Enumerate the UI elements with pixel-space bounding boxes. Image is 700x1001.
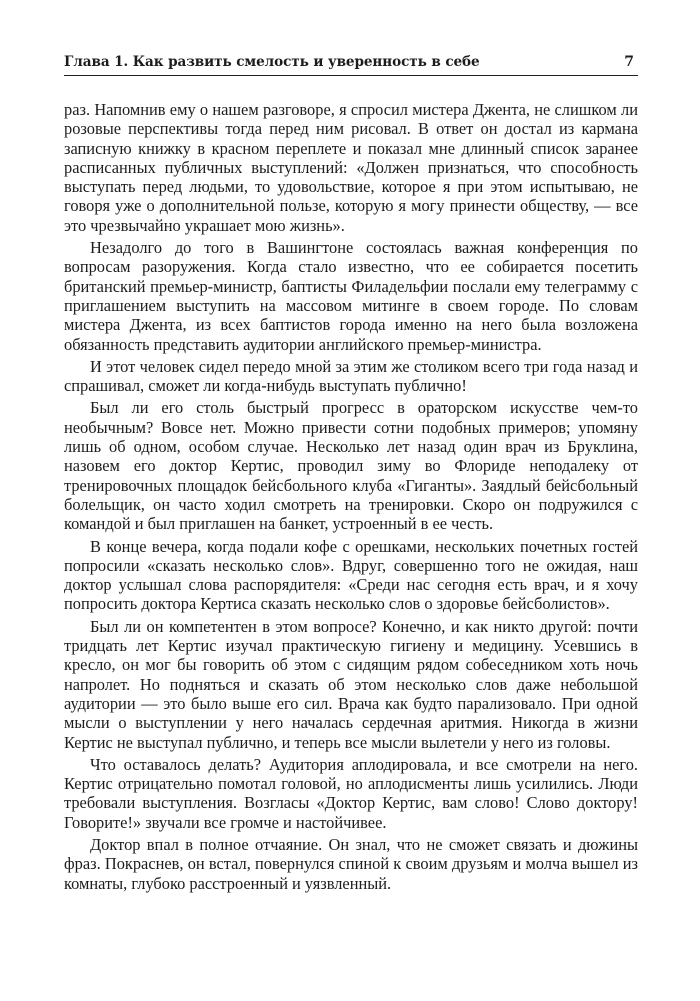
paragraph: И этот человек сидел передо мной за этим же столиком всего три года назад и спрашивал, сможет ли когда-нибудь выступать публично! (64, 356, 638, 396)
paragraph: Был ли его столь быстрый прогресс в ораторском искусстве чем-то необычным? Вовсе нет. Можно привести сотни подобных примеров; упомяну лишь об одном, особом случае. Несколько лет назад один врач из Бруклина, назовем его доктор Кертис, проводил зиму во Флориде неподалеку от тренировочных площадок бейсбольного клуба «Гиганты». Заядлый бейсбольный болельщик, он часто ходил смотреть на тренировки. Скоро он подружился с командой и был приглашен на банкет, устроенный в ее честь. (64, 398, 638, 534)
paragraph: Был ли он компетентен в этом вопросе? Конечно, и как никто другой: почти тридцать лет Кертис изучал практическую гигиену и медицину. Усевшись в кресло, он мог бы говорить об этом с сидящим рядом собеседником хоть ночь напролет. Но подняться и сказать об этом несколько слов даже небольшой аудитории — это было выше его сил. Врача как будто парализовало. При одной мысли о выступлении у него началась сердечная аритмия. Никогда в жизни Кертис не выступал публично, и теперь все мысли вылетели у него из головы. (64, 616, 638, 752)
body-text (64, 100, 638, 893)
paragraph: раз. Напомнив ему о нашем разговоре, я спросил мистера Джента, не слишком ли розовые перспективы тогда перед ним рисовал. В ответ он достал из кармана записную книжку в красном переплете и показал мне длинный список заранее расписанных публичных выступлений: «Должен признаться, что способность выступать перед людьми, то удовольствие, которое я при этом испытываю, не говоря уже о дополнительной пользе, которую я могу принести обществу, — все это чрезвычайно украшает мою жизнь». (64, 100, 638, 235)
chapter-title: Глава 1. Как развить смелость и уверенность в себе (64, 54, 480, 70)
paragraph: Что оставалось делать? Аудитория аплодировала, и все смотрели на него. Кертис отрицательно помотал головой, но аплодисменты лишь усилились. Люди требовали выступления. Возгласы «Доктор Кертис, вам слово! Слово доктору! Говорите!» звучали все громче и настойчивее. (64, 754, 638, 832)
page-number: 7 (624, 54, 634, 70)
paragraph: В конце вечера, когда подали кофе с орешками, нескольких почетных гостей попросили «сказать несколько слов». Вдруг, совершенно того не ожидая, наш доктор услышал слова распорядителя: «Среди нас сегодня есть врач, и я хочу попросить доктора Кертиса сказать несколько слов о здоровье бейсболистов». (64, 536, 638, 614)
paragraph: Доктор впал в полное отчаяние. Он знал, что не сможет связать и дюжины фраз. Покраснев, он встал, повернулся спиной к своим друзьям и молча вышел из комнаты, глубоко расстроенный и уязвленный. (64, 834, 638, 893)
book-page (64, 54, 638, 896)
running-header (64, 54, 638, 76)
paragraph: Незадолго до того в Вашингтоне состоялась важная конференция по вопросам разоружения. Когда стало известно, что ее собирается посетить британский премьер-министр, баптисты Филадельфии послали ему телеграмму с приглашением выступить на массовом митинге в своем городе. По словам мистера Джента, из всех баптистов города именно на него была возложена обязанность представить аудитории английского премьер-министра. (64, 238, 638, 354)
